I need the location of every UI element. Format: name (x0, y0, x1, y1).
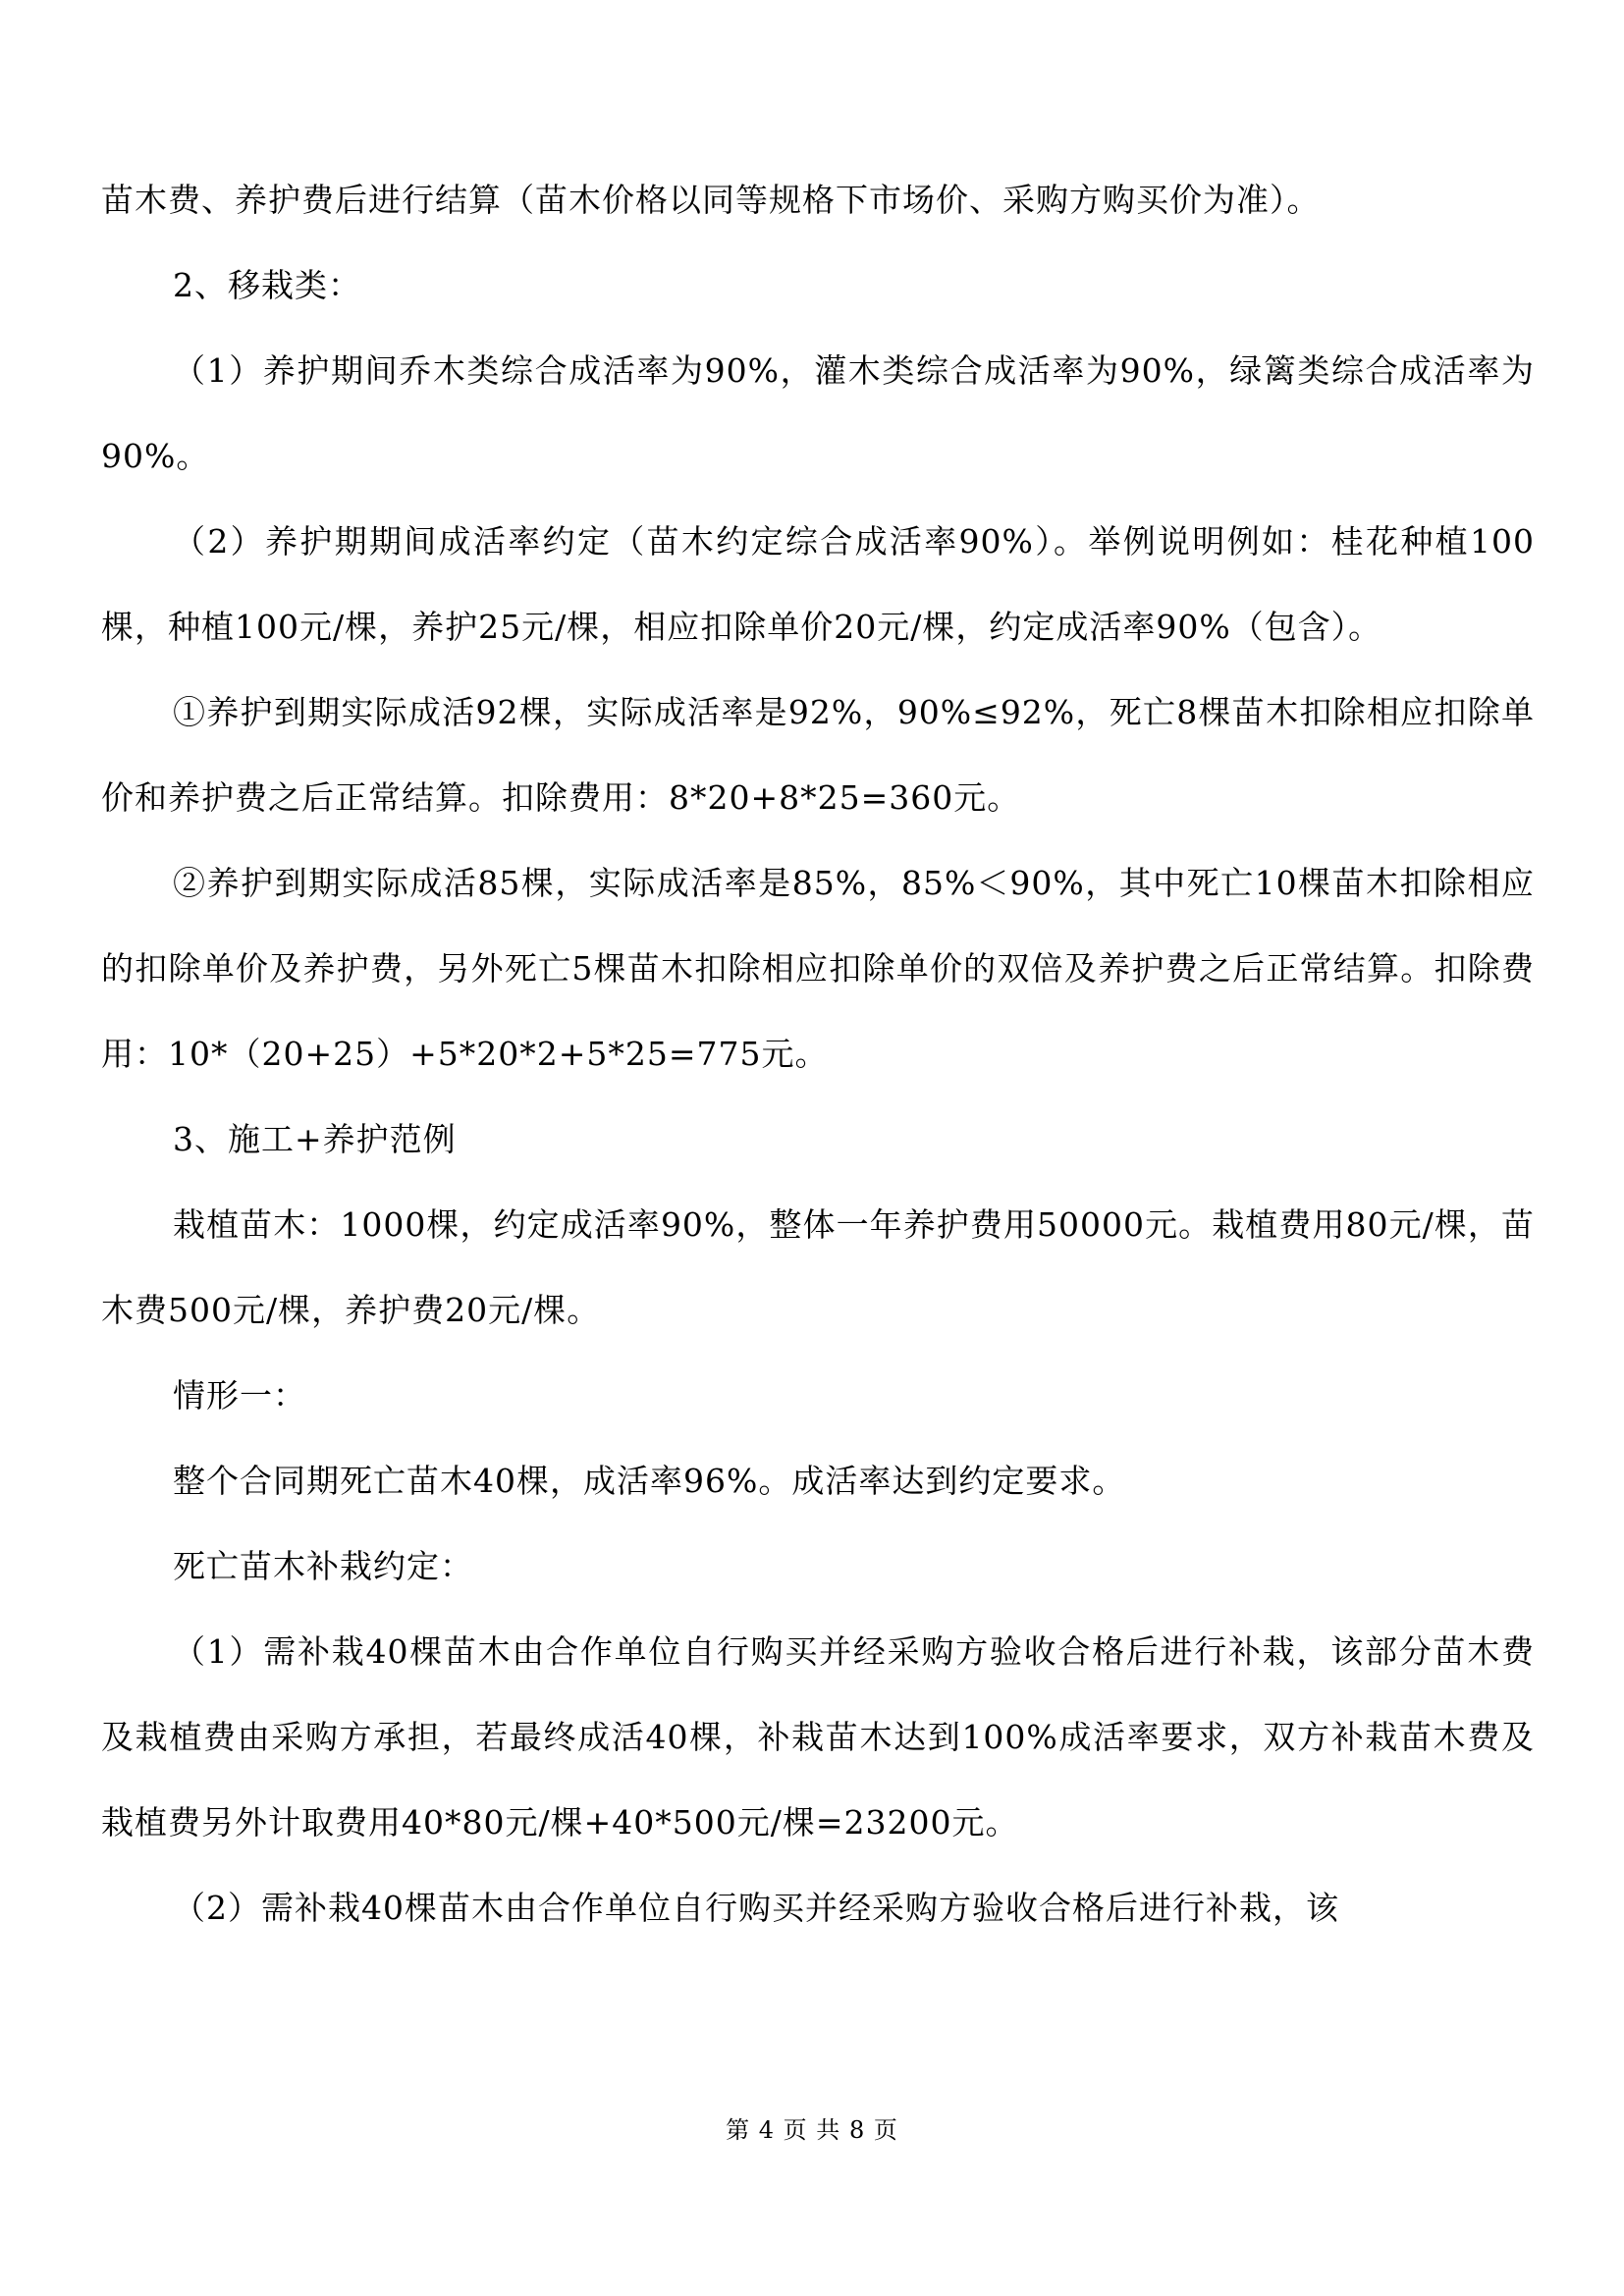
paragraph-replanting-two: （2）需补栽40棵苗木由合作单位自行购买并经采购方验收合格后进行补栽，该 (173, 1889, 1339, 1927)
paragraph-case-one: ①养护到期实际成活92棵，实际成活率是92%，90%≤92%，死亡8棵苗木扣除相应扣除单价和养护费之后正常结算。扣除费用：8*20+8*25=360元。 (101, 693, 1535, 817)
document-body (101, 157, 1535, 1950)
paragraph-survival-rates: （1）养护期间乔木类综合成活率为90%，灌木类综合成活率为90%，绿篱类综合成活率为90%。 (101, 351, 1535, 475)
paragraph-continuation: 苗木费、养护费后进行结算（苗木价格以同等规格下市场价、采购方购买价为准）。 (101, 181, 1321, 219)
paragraph-replanting-one: （1）需补栽40棵苗木由合作单位自行购买并经采购方验收合格后进行补栽，该部分苗木费及栽植费由采购方承担，若最终成活40棵，补栽苗木达到100%成活率要求，双方补栽苗木费及栽植费另外计取费用40*80元/棵+40*500元/棵=23200元。 (101, 1632, 1535, 1842)
paragraph-survival-example: （2）养护期期间成活率约定（苗木约定综合成活率90%）。举例说明例如：桂花种植100棵，种植100元/棵，养护25元/棵，相应扣除单价20元/棵，约定成活率90%（包含）。 (101, 522, 1535, 646)
scenario-heading: 情形一： (173, 1376, 306, 1415)
replanting-heading: 死亡苗木补栽约定： (173, 1547, 473, 1585)
paragraph-case-two: ②养护到期实际成活85棵，实际成活率是85%，85%＜90%，其中死亡10棵苗木扣除相应的扣除单价及养护费，另外死亡5棵苗木扣除相应扣除单价的双倍及养护费之后正常结算。扣除费用：10*（20+25）+5*20*2+5*25=775元。 (101, 864, 1535, 1073)
page-number-footer: 第 4 页 共 8 页 (726, 2116, 898, 2144)
section-heading-transplant: 2、移栽类： (173, 266, 361, 304)
section-heading-example: 3、施工+养护范例 (173, 1120, 457, 1158)
paragraph-scenario-one: 整个合同期死亡苗木40棵，成活率96%。成活率达到约定要求。 (173, 1462, 1126, 1500)
paragraph-planting-terms: 栽植苗木：1000棵，约定成活率90%，整体一年养护费用50000元。栽植费用80元/棵，苗木费500元/棵，养护费20元/棵。 (101, 1205, 1535, 1329)
